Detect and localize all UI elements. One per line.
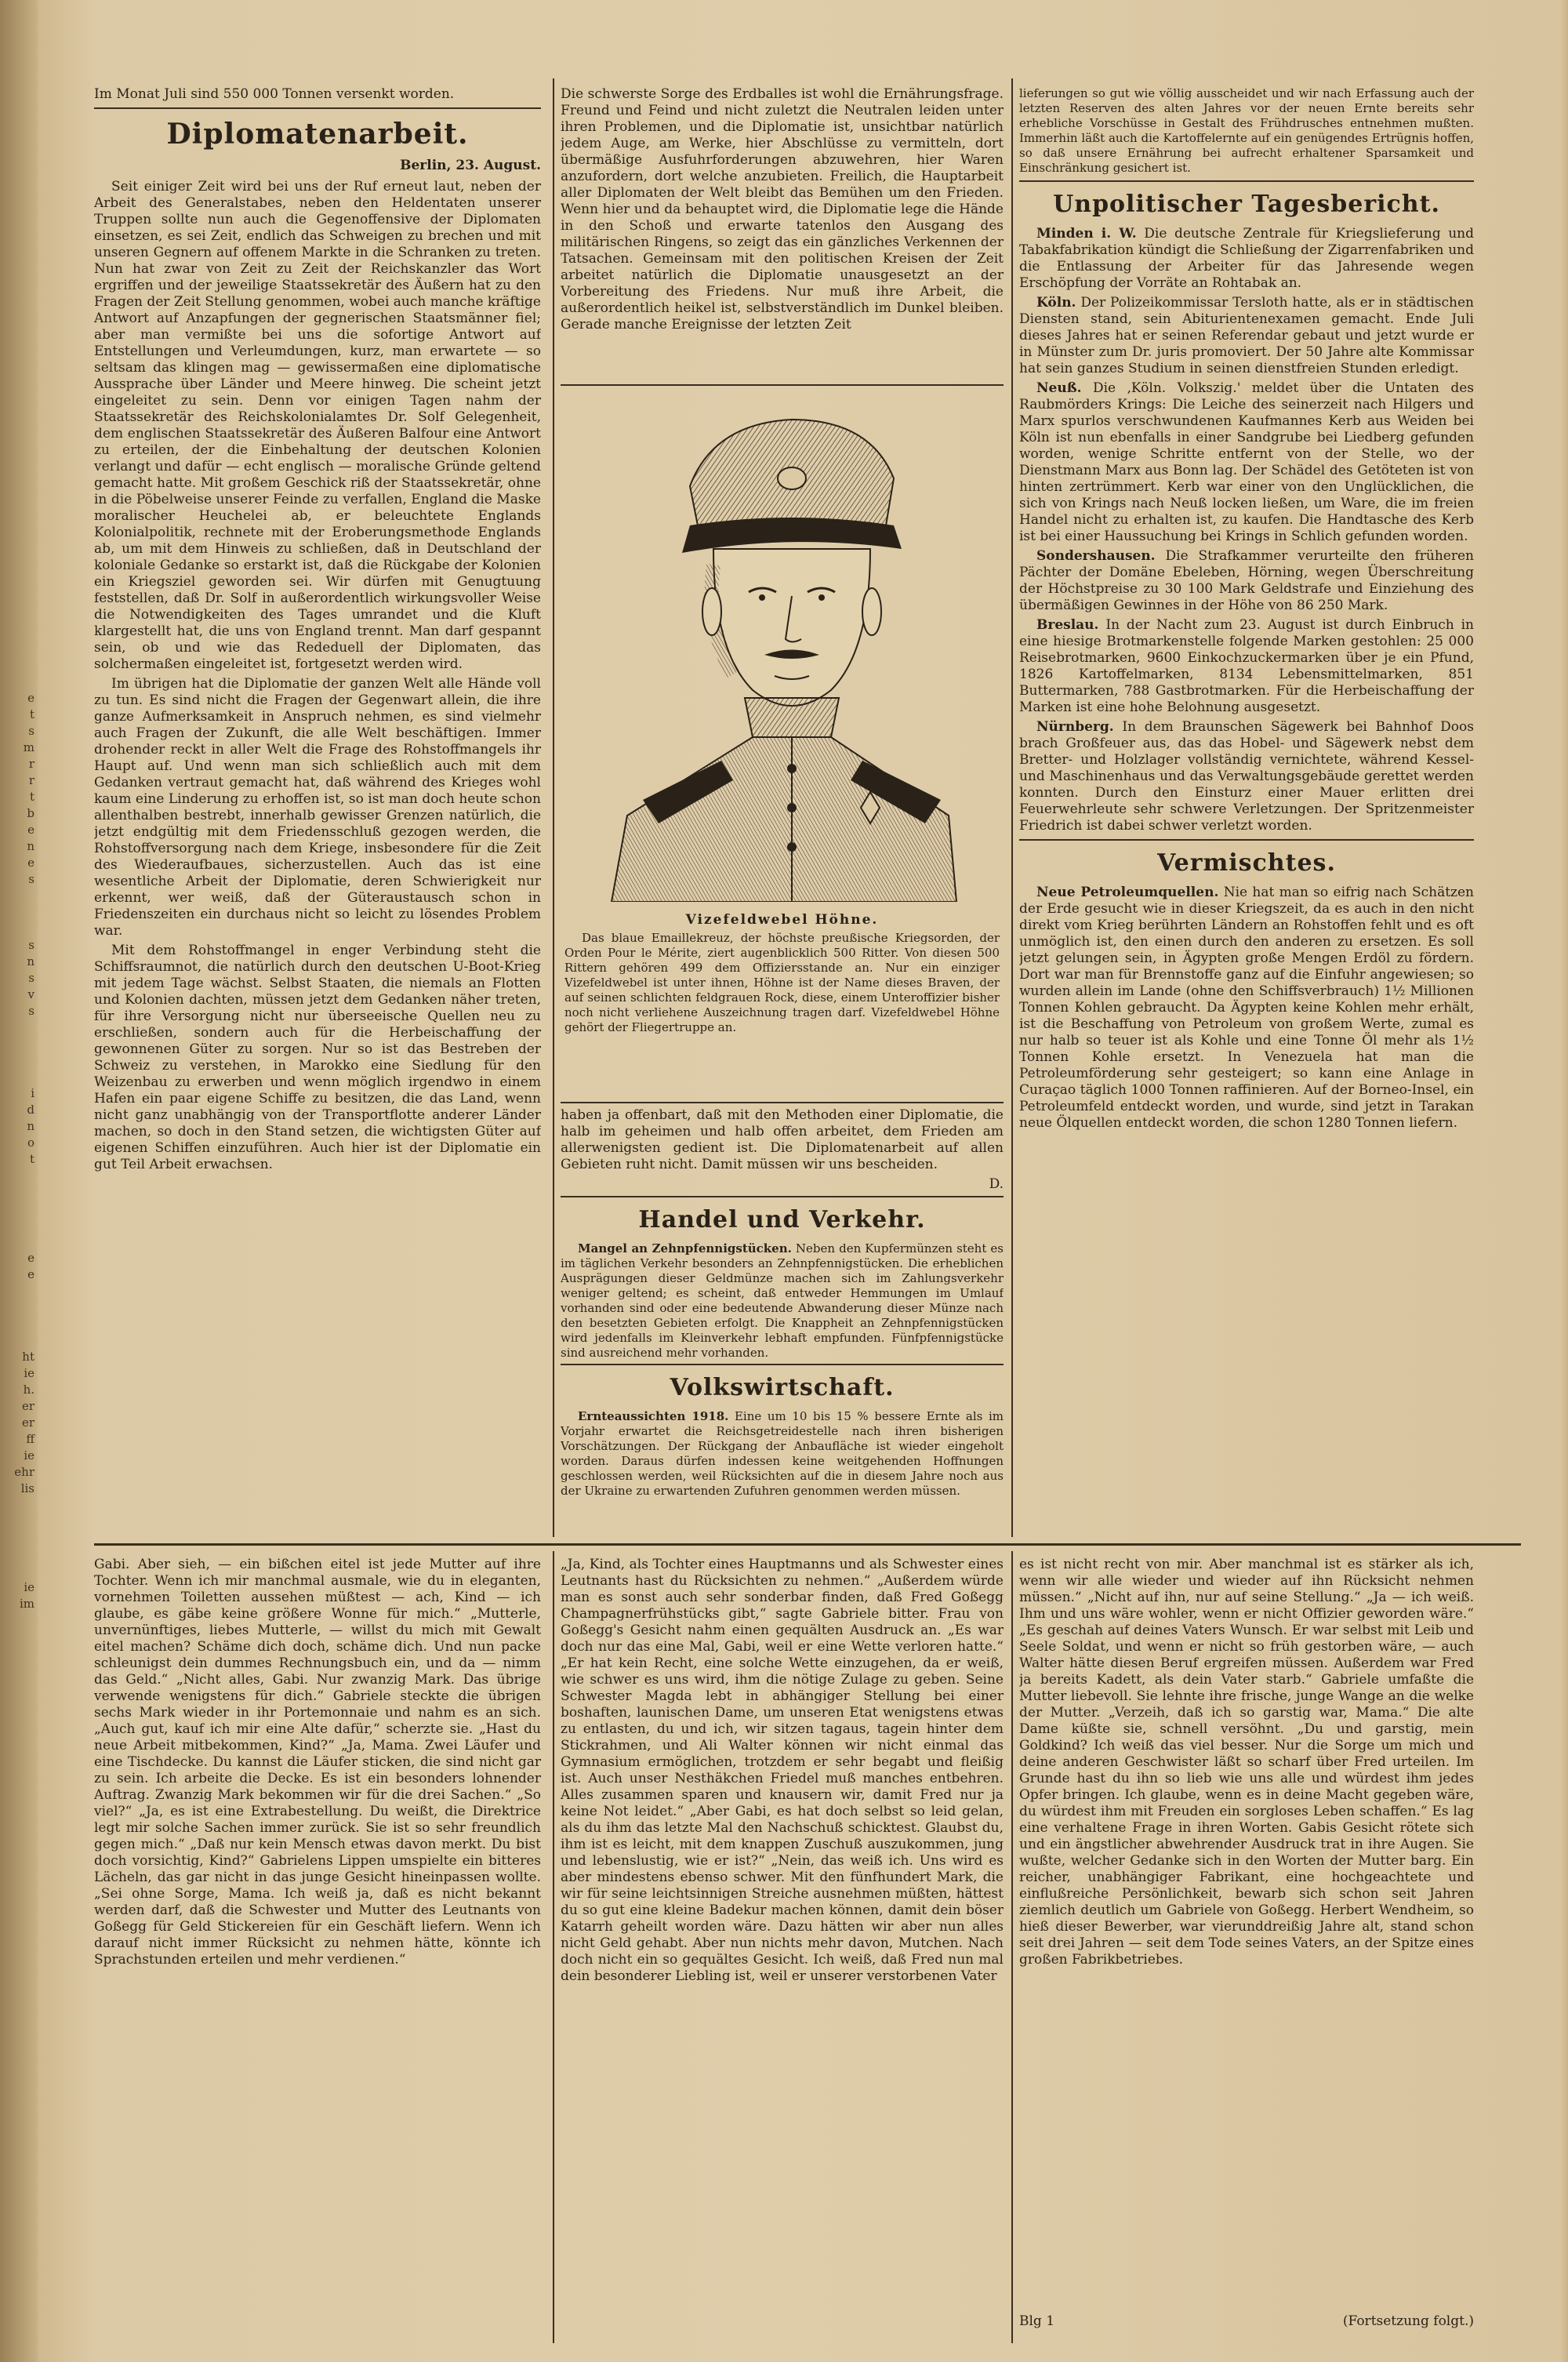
tagesbericht-place: Nürnberg. [1036,719,1114,735]
margin-letter: er [21,1399,34,1413]
feuilleton-divider [94,1543,1521,1546]
margin-letter: o [27,1136,34,1150]
margin-letter [0,1052,34,1069]
article-paragraph: Mit dem Rohstoffmangel in enger Verbindung steht die Schiffsraumnot, die natürlich durch den deutschen U-Boot-Krieg mit jedem Tage wächst. Selbst Staaten, die niemals an Flotten und Kolonien dachten, müssen jetzt dem Gedanken näher treten, für ihre Versorgung nicht nur überseeische Quellen neu zu erschließen, sondern auch für die Herbeischaffung der gewonnenen Güter zu sorgen. Nur so ist das Bestreben der Schweiz zu verstehen, in Marokko eine Siedlung für den Weizenbau zu erwerben und wenn möglich irgendwo in einem Hafen ein paar eigene Schiffe zu besitzen, die das Land, wenn nicht ganz unabhängig von der Transportflotte anderer Länder machen, so doch in den Stand setzen, die wichtigsten Güter auf eigenen Schiffen einzuführen. Auch hier ist der Diplomatie ein gut Teil Arbeit erwachsen. [94,943,541,1172]
margin-letter [0,1530,34,1546]
tagesbericht-item [1019,295,1474,377]
margin-letter [0,1168,34,1184]
margin-letter: ie [24,1366,34,1380]
margin-letter [0,1546,34,1563]
article-divider [561,1196,1004,1197]
margin-letter: s [28,724,34,738]
portrait-caption: Das blaue Emaillekreuz, der höchste preußische Kriegsorden, der Orden Pour le Mérite, ziert augenblicklich 500 Ritter. Von diesen 500 Rittern gehören 499 dem Offiziersstande an. Nur ein einziger Vizefeldwebel ist unter ihnen, Höhne ist der Name dieses Braven, der auf seinen schlichten feldgrauen Rock, diese, einem Unteroffizier bisher noch nicht verliehene Auszeichnung tragen darf. Vizefeldwebel Höhne gehört der Fliegertruppe an. [564,931,1000,1034]
margin-letter: d [27,1103,34,1117]
portrait-caption-block [564,910,1000,1098]
column-rule [1011,78,1013,1537]
margin-letter: e [27,691,34,705]
headline-vermischtes: Vermischtes. [1157,849,1336,877]
headline-volkswirtschaft: Volkswirtschaft. [670,1374,895,1401]
margin-letter [0,1036,34,1052]
margin-letter: er [21,1415,34,1430]
margin-letter [0,1332,34,1349]
feuilleton-column-3 [1019,1557,1474,2309]
margin-letter: e [27,1267,34,1281]
tagesbericht-place: Neuß. [1036,380,1082,396]
margin-letter [0,1234,34,1250]
tagesbericht-text: In der Nacht zum 23. August ist durch Einbruch in eine hiesige Brotmarkenstelle folgende Marken gestohlen: 25 000 Reisebrotmarken, 9600 Einkochzuckermarken über je ein Pfund, 1826 Kartoffelmarken, 8134 Lebensmittelmarken, 851 Buttermarken, 788 Gastbrotmarken. Für die Herbeischaffung der Marken ist eine hohe Belohnung ausgesetzt. [1019,617,1474,715]
tagesbericht-text: In dem Braunschen Sägewerk bei Bahnhof Doos brach Großfeuer aus, das das Hobel- und Sägewerk nebst dem Bretter- und Holzlager vollständig vernichtete, während Kessel- und Maschinenhaus und das Verwaltungsgebäude gerettet werden konnten. Durch den Einsturz einer Mauer erlitten drei Feuerwehrleute sehr schwere Verletzungen. Der Spritzenmeister Friedrich ist dabei schwer verletzt worden. [1019,719,1474,834]
volkswirtschaft-lead: Ernteaussichten 1918. [578,1409,729,1423]
column-1 [94,86,541,1537]
vermischtes-paragraph [1019,885,1474,1132]
handel-lead: Mangel an Zehnpfennigstücken. [578,1241,792,1255]
margin-letter: ie [24,1448,34,1463]
margin-letter: e [27,856,34,870]
portrait-illustration [596,392,972,902]
tagesbericht-place: Minden i. W. [1036,226,1137,242]
margin-letter [0,1497,34,1513]
continued-note: (Fortsetzung folgt.) [1342,2313,1474,2329]
margin-letter: b [27,806,34,820]
margin-letter: s [28,938,34,952]
soldier-portrait-icon [596,392,972,902]
margin-letter: r [28,757,34,771]
tagesbericht-text: Die deutsche Zentrale für Kriegslieferung und Tabakfabrikation kündigt die Schließung der Zigarrenfabriken und die Entlassung der Arbeiter für das Jahresende wegen Erschöpfung der Vorräte an Rohtabak an. [1019,226,1474,291]
dateline: Berlin, 23. August. [400,158,541,173]
margin-letter: m [23,740,34,754]
tagesbericht-text: Der Polizeikommissar Tersloth hatte, als er in städtischen Diensten stand, sein Abiturientenexamen gemacht. Ende Juli dieses Jahres hat er seinen Referendar gebaut und jetzt wurde er in Münster zum Dr. juris promoviert. Der 50 Jahre alte Kommissar hat sein ganzes Studium in seinen dienstfreien Stunden erledigt. [1019,295,1474,376]
margin-letter: ie [24,1580,34,1594]
tagesbericht-text: Die Strafkammer verurteilte den früheren Pächter der Domäne Ebeleben, Hörning, wegen Überschreitung der Höchstpreise zu 30 100 Mark Geldstrafe und Einziehung des übermäßigen Gewinnes in der Höhe von 86 250 Mark. [1019,548,1474,613]
margin-letter [0,1299,34,1316]
margin-letter: n [27,954,34,968]
article-divider [1019,180,1474,182]
margin-letter: s [28,971,34,985]
margin-letter: v [27,987,34,1001]
margin-letter [0,921,34,937]
tagesbericht-item [1019,617,1474,716]
margin-letter [0,1612,34,1629]
article-paragraph: Im übrigen hat die Diplomatie der ganzen Welt alle Hände voll zu tun. Es sind nicht die Fragen der Gegenwart allein, die ihre ganze Aufmerksamkeit in Anspruch nehmen, es sind vielmehr auch Fragen der Zukunft, die alle Welt beschäftigen. Immer drohender reckt in aller Welt die Frage des Rohstoffmangels ihr Haupt auf. Und wenn man sich schließlich auch mit dem Gedanken vertraut gemacht hat, daß während des Krieges wohl kaum eine Linderung zu erhoffen ist, so ist man doch heute schon allenthalben bestrebt, innerhalb gewisser Grenzen natürlich, die jetzt endgültig mit dem Friedensschluß gezogen werden, die Rohstoffversorgung nach dem Kriege, insbesondere für die Zeit des Wiederaufbaues, sicherzustellen. Auch das ist eine wesentliche Arbeit der Diplomatie, deren Schwierigkeit nur erkennt, wer weiß, daß der Güteraustausch schon in Friedenszeiten ein durchaus nicht so leicht zu lösendes Problem war. [94,676,541,939]
headline-diplomatenarbeit: Diplomatenarbeit. [166,118,469,151]
margin-letter [0,1513,34,1530]
article-signature: D. [989,1176,1004,1192]
margin-letter: e [27,823,34,837]
feuilleton-column-1 [94,1557,541,2341]
margin-letter [0,1217,34,1234]
feuilleton-text: „Ja, Kind, als Tochter eines Hauptmanns und als Schwester eines Leutnants hast du Rücksichten zu nehmen.“ „Außerdem würde man es sonst auch sehr sonderbar finden, daß Fred Goßegg Champagnerfrühstücks gibt,“ sagte Gabriele bitter. Frau von Goßegg's Gesicht nahm einen gequälten Ausdruck an. „Es war doch nur das eine Mal, Gabi, weil er eine Wette verloren hatte.“ „Er hat kein Recht, eine solche Wette einzugehen, da er weiß, wie schwer es uns wird, ihm die nötige Zulage zu geben. Seine Schwester Magda lebt in abhängiger Stellung bei einer boshaften, launischen Dame, um unseren Etat wenigstens etwas zu entlasten, du und ich, wir sitzen tagaus, tagein hinter dem Stickrahmen, und Ali Walter können wir nicht einmal das Gymnasium ermöglichen, trotzdem er sehr begabt und fleißig ist. Auch unser Nesthäkchen Friedel muß manches entbehren. Alles zusammen sparen und knausern wir, damit Fred nur ja keine Not leidet.“ „Aber Gabi, es hat doch selbst so leid gelan, als du ihm das letzte Mal den Nachschuß schicktest. Glaubst du, ihm ist es leicht, mit dem knappen Zuschuß auszukommen, jung und lebenslustig, wie er ist?“ „Nein, das weiß ich. Uns wird es aber mindestens ebenso schwer. Mit den fünfhundert Mark, die wir für seine leichtsinnigen Streiche ausnehmen müßten, hättest du so gut eine kleine Badekur machen können, damit dein böser Katarrh geheilt worden wäre. Dazu hätten wir aber nun alles nicht Geld gehabt. Aber nun nichts mehr davon, Mutchen. Nach doch nicht ein so gequältes Gesicht. Ich weiß, daß Fred nun mal dein besonderer Liebling ist, weil er unserer verstorbenen Vater [561,1557,1004,1984]
tagesbericht-item [1019,719,1474,834]
handel-body: Neben den Kupfermünzen steht es im täglichen Verkehr besonders an Zehnpfennigstücken. Die erheblichen Ausprägungen dieser Geldmünze machen sich im Zahlungsverkehr weniger geltend; es scheint, daß entweder Hemmungen im Umlauf vorhanden sind oder eine bedeutende Abwanderung dieser Münze nach den besetzten Gebieten erfolgt. Die Knappheit an Zehnpfennigstücken wird jedenfalls im Kleinverkehr lebhaft empfunden. Fünfpfennigstücke sind ausreichend mehr vorhanden. [561,1241,1004,1360]
margin-letter: r [28,773,34,787]
adjacent-page-margin [0,690,34,1645]
article-paragraph: haben ja offenbart, daß mit den Methoden einer Diplomatie, die halb im geheimen und halb offen arbeitet, dem Frieden am allerwenigsten gedient ist. Die Diplomatenarbeit auf allen Gebieten ruht nicht. Damit müssen wir uns bescheiden. [561,1107,1004,1172]
margin-letter [0,1201,34,1217]
volkswirtschaft-paragraph [561,1409,1004,1499]
margin-letter: t [29,790,34,804]
margin-letter: lis [20,1481,34,1495]
margin-letter: t [29,1152,34,1166]
margin-letter: t [29,707,34,721]
article-divider [561,384,1004,386]
column-rule [553,1551,554,2343]
margin-letter: n [27,1119,34,1133]
margin-letter [0,904,34,921]
handel-paragraph [561,1241,1004,1361]
article-divider [94,107,541,109]
vermischtes-lead: Neue Petroleumquellen. [1036,885,1219,900]
column-3 [1019,86,1474,1537]
volkswirtschaft-body: Eine um 10 bis 15 % bessere Ernte als im Vorjahr erwartet die Reichsgetreidestelle nach ihren bisherigen Vorschätzungen. Der Rückgang der Anbaufläche ist wieder eingeholt worden. Daraus dürfen indessen keine weitgehenden Hoffnungen geschlossen werden, weil Rücksichten auf die in diesem Jahre noch aus der Ukraine zu erwartenden Zufuhren genommen werden müssen. [561,1409,1004,1498]
tagesbericht-text: Die ‚Köln. Volkszig.' meldet über die Untaten des Raubmörders Krings: Die Leiche des seinerzeit nach Hilgers und Marx spurlos verschwundenen Kaufmannes Kerb aus Weiden bei Köln ist nun ebenfalls in einer Sandgrube bei Liedberg gefunden worden, wenige Schritte entfernt von der Stelle, wo der Dienstmann Marx aus Bonn lag. Der Schädel des Getöteten ist von hinten zertrümmert. Kerb war einer von den Unglücklichen, die sich von Krings nach Neuß locken ließen, um Ware, die im freien Handel nicht zu erhalten ist, zu kaufen. Die Handtasche des Kerb ist bei einer Haussuchung bei Krings in Schlich gefunden worden. [1019,380,1474,544]
vermischtes-body: Nie hat man so eifrig nach Schätzen der Erde gesucht wie in dieser Kriegszeit, da es auch in den nicht direkt vom Krieg berührten Ländern an Rohstoffen fehlt und es oft unmöglich ist, den einen durch den anderen zu ersetzen. Es soll jetzt gelungen sein, in Ägypten große Mengen Erdöl zu fördern. Dort war man für Brennstoffe ganz auf die Einfuhr angewiesen; so wurden allein im Lande (ohne den Schiffsverbrauch) 1½ Millionen Tonnen Kohlen gebraucht. Da Ägypten keine Kohlen mehr erhält, ist die Beschaffung von Petroleum von großem Werte, zumal es nur halb so teuer ist als Kohle und eine Tonne Öl mehr als 1½ Tonnen Kohle ersetzt. In Venezuela hat man die Petroleumförderung sehr gesteigert; so kann eine Anlage in Curaçao täglich 1000 Tonnen raffinieren. Auf der Borneo-Insel, ein Petroleumfeld entdeckt worden, und wurde, sind jetzt in Tarakan neue Ölquellen entdeckt worden, die schon 1280 Tonnen liefern. [1019,885,1474,1131]
margin-letter: s [28,1004,34,1018]
margin-letter: im [19,1597,34,1611]
column-2-top [561,86,1004,376]
article-paragraph: Die schwerste Sorge des Erdballes ist wohl die Ernährungsfrage. Freund und Feind und nicht zuletzt die Neutralen leiden unter ihren Problemen, und die Diplomatie ist, unsichtbar natürlich jedem Auge, am Werke, hier Abschlüsse zu vermitteln, dort übermäßige Ausfuhrforderungen abzuwehren, hier Waren anzufordern, dort welche anzubieten. Freilich, die Hauptarbeit aller Diplomaten der Welt bleibt das Bemühen um den Frieden. Wenn hier und da behauptet wird, die Diplomatie lege die Hände in den Schoß und erwarte tatenlos den Ausgang des militärischen Ringens, so zeigt das ein gänzliches Verkennen der Tatsachen. Gemeinsam mit den politischen Kreisen der Zeit arbeitet natürlich die Diplomatie unausgesetzt an der Vorbereitung des Friedens. Nur muß ihre Arbeit, die außerordentlich heikel ist, selbstverständlich im Dunkel bleiben. Gerade manche Ereignisse der letzten Zeit [561,86,1004,332]
margin-letter [0,1283,34,1299]
column-rule [1011,1551,1013,2343]
tagesbericht-place: Breslau. [1036,617,1099,633]
article-divider [1019,839,1474,841]
margin-letter [0,1069,34,1085]
margin-letter: ehr [14,1465,34,1479]
margin-letter: i [31,1086,34,1100]
margin-letter [0,888,34,904]
margin-letter [0,1019,34,1036]
article-paragraph: Seit einiger Zeit wird bei uns der Ruf erneut laut, neben der Arbeit des Generalstabes, neben den Heldentaten unserer Truppen sollte nun auch die Gegenoffensive der Diplomaten einsetzen, es sei Zeit, endlich das Schweigen zu brechen und mit unseren Gegnern auf offenem Markte in die Schranken zu treten. Nun hat zwar von Zeit zu Zeit der Reichskanzler das Wort ergriffen und der jeweilige Staatssekretär des Äußern hat zu den Fragen der Zeit Stellung genommen, wobei auch manche kräftige Antwort auf Anzapfungen der gegnerischen Staatsmänner fiel; aber man vermißte bei uns die sofortige Antwort auf Entstellungen und Verleumdungen, kurz, man erwartete — so seltsam das klingen mag — gewissermaßen eine diplomatische Aussprache über Länder und Meere hinweg. Die scheint jetzt eingeleitet zu sein. Denn vor einigen Tagen nahm der Staatssekretär des Reichskolonialamtes Dr. Solf Gelegenheit, dem englischen Staatssekretär des Äußeren Balfour eine Antwort zu erteilen, der die Einbehaltung der deutschen Kolonien verlangt und dafür — echt englisch — moralische Gründe geltend gemacht hatte. Mit großem Geschick riß der Staatssekretär, ohne in die Pöbelweise unserer Feinde zu verfallen, England die Maske moralischer Heuchelei ab, er beleuchtete Englands Kolonialpolitik, rechnete mit der Eroberungsmethode Englands ab, um mit dem Hinweis zu schließen, daß in Deutschland der koloniale Gedanke so erstarkt ist, daß die Rückgabe der Kolonien ein Kriegsziel geworden sei. Wir dürfen mit Genugtuung feststellen, daß Dr. Solf in außerordentlich wirkungsvoller Weise die Notwendigkeiten des Tages umrandet und die Kluft klargestellt hat, die uns von England trennt. Man darf gespannt sein, ob und wie das Rededuell der Diplomaten, das solchermaßen eingeleitet ist, fortgesetzt werden wird. [94,179,541,672]
headline-tagesbericht: Unpolitischer Tagesbericht. [1053,191,1440,218]
column-2-bottom [561,1107,1004,1537]
headline-handel: Handel und Verkehr. [638,1206,926,1234]
margin-letter [0,1316,34,1332]
column-rule [553,78,554,1537]
article-divider [561,1102,1004,1103]
margin-letter: n [27,839,34,853]
margin-letter: ht [22,1350,34,1364]
feuilleton-footer [1019,2313,1474,2337]
margin-letter: h. [23,1383,34,1397]
tagesbericht-item [1019,226,1474,292]
page-marker: Blg 1 [1019,2313,1055,2329]
tagesbericht-place: Sondershausen. [1036,548,1156,564]
portrait-title: Vizefeldwebel Höhne. [685,912,879,928]
tagesbericht-item [1019,380,1474,545]
tagesbericht-place: Köln. [1036,295,1076,311]
kartoffel-paragraph: lieferungen so gut wie völlig ausscheidet und wir nach Erfassung auch der letzten Reserven des alten Jahres vor der neuen Ernte bereits sehr erhebliche Vorschüsse in Gestalt des Frühdrusches entnehmen mußten. Immerhin läßt auch die Kartoffelernte auf ein genügendes Ertrügnis hoffen, so daß unsere Ernährung bei aufrecht erhaltener Sparsamkeit und Einschränkung gesichert ist. [1019,86,1474,175]
margin-letter: e [27,1251,34,1265]
margin-letter [0,1629,34,1645]
margin-letter [0,1563,34,1579]
tagesbericht-item [1019,548,1474,614]
lead-in-text: Im Monat Juli sind 550 000 Tonnen versenkt worden. [94,86,455,102]
article-divider [561,1364,1004,1365]
feuilleton-text: Gabi. Aber sieh, — ein bißchen eitel ist jede Mutter auf ihre Tochter. Wenn ich mir manchmal ausmale, wie du in eleganten, vornehmen Toiletten aussehen müßtest — ach, Kind — ich glaube, es gäbe keine größere Wonne für mich.“ „Mutterle, unvernünftiges, liebes Mutterle, — willst du mich mit Gewalt eitel machen? Schäme dich doch, schäme dich. Und nun packe schleunigst dein dummes Rechnungsbuch ein, und da — nimm das Geld.“ „Nicht alles, Gabi. Nur zwanzig Mark. Das übrige verwende wenigstens für dich.“ Gabriele steckte die übrigen sechs Mark wieder in ihr Portemonnaie und nahm es an sich. „Auch gut, kauf ich mir eine Alte dafür,“ scherzte sie. „Hast du neue Arbeit mitbekommen, Kind?“ „Ja, Mama. Zwei Läufer und eine Tischdecke. Du kannst die Läufer sticken, die sind nicht gar zu sein. Ich arbeite die Decke. Es ist ein besonders lohnender Auftrag. Zwanzig Mark bekommen wir für die drei Sachen.“ „So viel?“ „Ja, es ist eine Extrabestellung. Du weißt, die Direktrice legt mir solche Sachen immer zurück. Sie ist so sehr freundlich gegen mich.“ „Daß nur kein Mensch etwas davon merkt. Du bist doch vorsichtig, Kind?“ Gabrielens Lippen umspielte ein bitteres Lächeln, das gar nicht in das junge Gesicht hineinpassen wollte. „Sei ohne Sorge, Mama. Ich weiß ja, daß es nicht bekannt werden darf, daß die Schwester und Mutter des Leutnants von Goßegg für Geld Stickereien für ein Geschäft liefern. Wenn ich darauf nicht immer Rücksicht zu nehmen hätte, könnte ich Sprachstunden erteilen und mehr verdienen.“ [94,1557,541,1968]
margin-letter [0,1184,34,1201]
margin-letter: s [28,872,34,886]
margin-letter: ff [26,1432,34,1446]
feuilleton-text: es ist nicht recht von mir. Aber manchmal ist es stärker als ich, wenn wir alle wieder und wieder auf ihn Rücksicht nehmen müssen.“ „Nicht auf ihn, nur auf seine Stellung.“ „Ja — ich weiß. Ihm und uns wäre wohler, wenn er nicht Offizier geworden wäre.“ „Es geschah auf deines Vaters Wunsch. Er war selbst mit Leib und Seele Soldat, und wenn er nicht so früh gestorben wäre, — auch Walter hätte diesen Beruf ergreifen müssen. Außerdem war Fred ja bereits Kadett, als dein Vater starb.“ Gabriele umfaßte die Mutter liebevoll. Sie lehnte ihre frische, junge Wange an die welke der Mutter. „Verzeih, daß ich so garstig war, Mama.“ Die alte Dame küßte sie, schnell versöhnt. „Du und garstig, mein Goldkind? Ich weiß das viel besser. Nur die Sorge um mich und deine anderen Geschwister läßt so scharf über Fred urteilen. Im Grunde hast du ihn so lieb wie uns alle und würdest ihm jedes Opfer bringen. Ich glaube, wenn es in deine Macht gegeben wäre, du würdest ihm mit Freuden ein sorgloses Leben schaffen.“ Es lag eine verhaltene Frage in ihren Worten. Gabis Gesicht rötete sich und ein ängstlicher abwehrender Ausdruck trat in ihre Augen. Sie wußte, welcher Gedanke sich in den Worten der Mutter barg. Ein reicher, unabhängiger Fabrikant, eine hochgeachtete und einflußreiche Persönlichkeit, bewarb sich schon seit Jahren ziemlich deutlich um Gabriele von Goßegg. Herbert Wendheim, so hieß dieser Bewerber, war vierunddreißig Jahre alt, stand schon seit drei Jahren — seit dem Tode seines Vaters, an der Spitze eines großen Fabrikbetriebes. [1019,1557,1474,1968]
feuilleton-column-2 [561,1557,1004,2341]
